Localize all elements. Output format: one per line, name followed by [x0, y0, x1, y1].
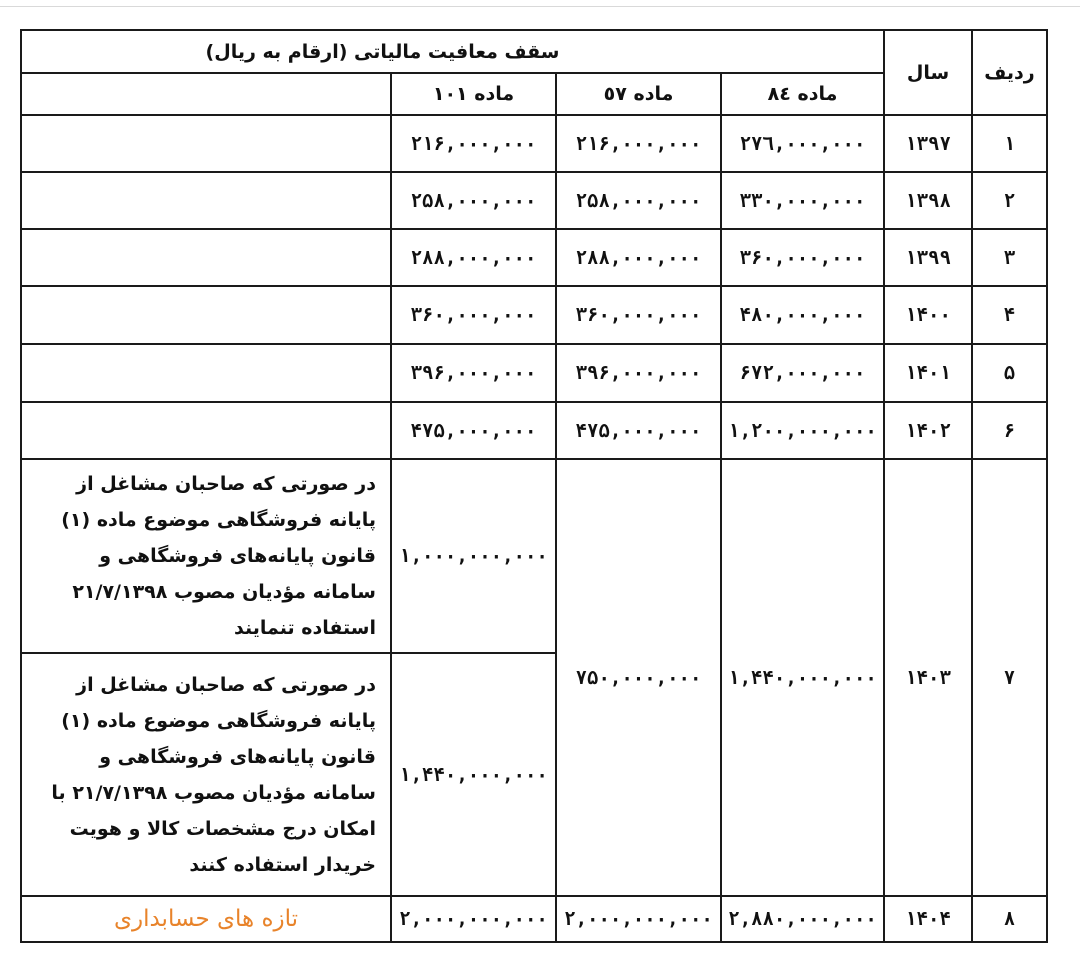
- year-column-header: سال: [884, 30, 972, 115]
- art101-value: ٢,٠٠٠,٠٠٠,٠٠٠: [391, 896, 556, 942]
- note-cell: [21, 172, 391, 229]
- art84-value: ١,٢٠٠,٠٠٠,٠٠٠: [721, 402, 884, 459]
- top-divider: [0, 6, 1080, 7]
- note-column-header: [21, 73, 391, 115]
- year-value: ١۴٠٢: [884, 402, 972, 459]
- table-row: [21, 402, 1047, 459]
- art57-value: ٣۶٠,٠٠٠,٠٠٠: [556, 286, 721, 344]
- row-number: ۵: [972, 344, 1047, 402]
- header-row: [21, 30, 1047, 73]
- tax-exemption-table: [20, 29, 1048, 943]
- art84-value: ١,۴۴٠,٠٠٠,٠٠٠: [721, 459, 884, 896]
- art101-value: ١,٠٠٠,٠٠٠,٠٠٠: [391, 459, 556, 653]
- row-number: ٢: [972, 172, 1047, 229]
- art101-value: ٢۵٨,٠٠٠,٠٠٠: [391, 172, 556, 229]
- art101-value: ٣٩۶,٠٠٠,٠٠٠: [391, 344, 556, 402]
- table-row: [21, 896, 1047, 942]
- art84-value: ٣۶٠,٠٠٠,٠٠٠: [721, 229, 884, 286]
- row-number: ٣: [972, 229, 1047, 286]
- table-row: [21, 172, 1047, 229]
- art57-column-header: ماده ٥٧: [556, 73, 721, 115]
- table-row: [21, 115, 1047, 172]
- art101-value: ٢٨٨,٠٠٠,٠٠٠: [391, 229, 556, 286]
- row-column-header: ردیف: [972, 30, 1047, 115]
- table-row: [21, 286, 1047, 344]
- art57-value: ٢۵٨,٠٠٠,٠٠٠: [556, 172, 721, 229]
- art84-value: ۶٧٢,٠٠٠,٠٠٠: [721, 344, 884, 402]
- table-row: [21, 344, 1047, 402]
- art57-value: ٣٩۶,٠٠٠,٠٠٠: [556, 344, 721, 402]
- year-value: ١۴٠٠: [884, 286, 972, 344]
- row-number: ۶: [972, 402, 1047, 459]
- art101-value: ٢١۶,٠٠٠,٠٠٠: [391, 115, 556, 172]
- art57-value: ٧۵٠,٠٠٠,٠٠٠: [556, 459, 721, 896]
- art101-column-header: ماده ١٠١: [391, 73, 556, 115]
- art84-column-header: ماده ٨٤: [721, 73, 884, 115]
- art84-value: ٣٣٠,٠٠٠,٠٠٠: [721, 172, 884, 229]
- table-row: [21, 459, 1047, 653]
- year-value: ١۴٠١: [884, 344, 972, 402]
- art84-value: ٢٧٦,٠٠٠,٠٠٠: [721, 115, 884, 172]
- condition-note: در صورتی که صاحبان مشاغل از پایانه فروشگاهی موضوع ماده (١) قانون پایانه‌های فروشگاهی و سامانه مؤدیان مصوب ٢١/٧/١٣٩٨ استفاده تنمایند: [21, 459, 391, 653]
- row-number: ١: [972, 115, 1047, 172]
- art57-value: ٢٨٨,٠٠٠,٠٠٠: [556, 229, 721, 286]
- watermark-text: تازه های حسابداری: [21, 896, 391, 942]
- note-cell: [21, 402, 391, 459]
- art101-value: ٣۶٠,٠٠٠,٠٠٠: [391, 286, 556, 344]
- group-title: سقف معافیت مالیاتی (ارقام به ریال): [21, 30, 884, 73]
- art84-value: ۴٨٠,٠٠٠,٠٠٠: [721, 286, 884, 344]
- year-value: ١۴٠٣: [884, 459, 972, 896]
- condition-note: در صورتی که صاحبان مشاغل از پایانه فروشگاهی موضوع ماده (١) قانون پایانه‌های فروشگاهی و سامانه مؤدیان مصوب ٢١/٧/١٣٩٨ با امکان درج مشخصات کالا و هویت خریدار استفاده کنند: [21, 653, 391, 896]
- art57-value: ٢,٠٠٠,٠٠٠,٠٠٠: [556, 896, 721, 942]
- art101-value: ۴٧۵,٠٠٠,٠٠٠: [391, 402, 556, 459]
- row-number: ۴: [972, 286, 1047, 344]
- art84-value: ٢,٨٨٠,٠٠٠,٠٠٠: [721, 896, 884, 942]
- note-cell: [21, 115, 391, 172]
- year-value: ١٣٩٨: [884, 172, 972, 229]
- art57-value: ٢١۶,٠٠٠,٠٠٠: [556, 115, 721, 172]
- row-number: ٨: [972, 896, 1047, 942]
- note-cell: [21, 344, 391, 402]
- art101-value: ١,۴۴٠,٠٠٠,٠٠٠: [391, 653, 556, 896]
- art57-value: ۴٧۵,٠٠٠,٠٠٠: [556, 402, 721, 459]
- row-number: ٧: [972, 459, 1047, 896]
- note-cell: [21, 229, 391, 286]
- year-value: ١٣٩٩: [884, 229, 972, 286]
- year-value: ١۴٠۴: [884, 896, 972, 942]
- table-row: [21, 229, 1047, 286]
- note-cell: [21, 286, 391, 344]
- year-value: ١٣٩٧: [884, 115, 972, 172]
